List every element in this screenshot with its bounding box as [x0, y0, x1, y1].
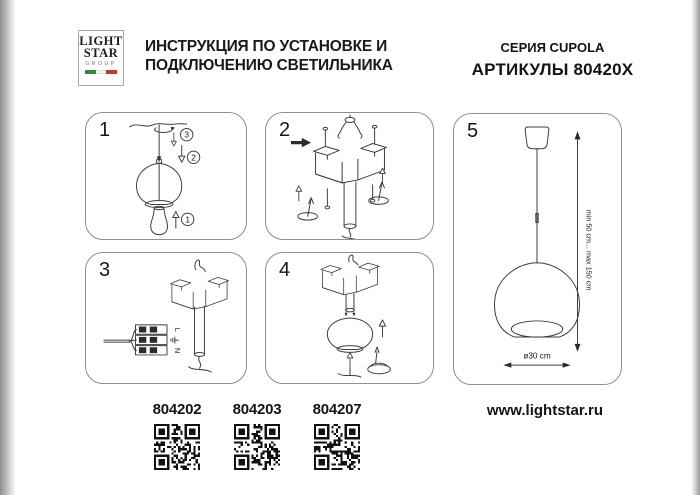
step-1-number: 1 — [99, 119, 111, 141]
website-url: www.lightstar.ru — [486, 402, 604, 419]
step-2-number: 2 — [279, 119, 291, 141]
height-dimension — [575, 131, 594, 351]
product-column — [297, 401, 377, 470]
lightstar-logo — [78, 30, 124, 86]
qr-code — [314, 424, 360, 470]
callout-1 — [181, 213, 193, 225]
product-code: 804202 — [152, 401, 202, 418]
step-3-diagram — [86, 253, 246, 383]
step-5-panel — [453, 113, 622, 385]
diameter-dimension — [503, 352, 570, 368]
product-code: 804207 — [312, 401, 362, 418]
ceiling-wire — [349, 255, 358, 265]
step-2-diagram — [266, 113, 433, 239]
earth-ground-symbol — [171, 337, 178, 343]
ceiling-bracket-drawing — [170, 277, 228, 309]
italian-flag-stripe — [85, 70, 117, 74]
step-2-panel — [265, 112, 434, 240]
canopy-cup-drawing — [368, 347, 391, 374]
wall-anchor-icon — [298, 198, 318, 220]
logo-word-group: GROUP — [85, 61, 117, 67]
wire-connector-icon — [338, 115, 362, 138]
left-edge-shade — [0, 0, 16, 495]
product-column — [137, 401, 217, 470]
arrow-up-icon — [379, 320, 385, 337]
callout-2 — [187, 151, 199, 163]
series-label: СЕРИЯ CUPOLA — [500, 40, 605, 55]
terminal-label-neutral: N — [172, 347, 182, 354]
title-line-1: ИНСТРУКЦИЯ ПО УСТАНОВКЕ И — [145, 38, 388, 55]
qr-code — [234, 424, 280, 470]
product-column — [217, 401, 297, 470]
ceiling-line — [130, 124, 187, 127]
terminal-label-live: L — [172, 327, 182, 332]
series-block — [455, 40, 650, 80]
twist-arrow-icon — [154, 127, 174, 133]
step-1-panel — [85, 112, 247, 240]
svg-text:2: 2 — [191, 152, 196, 163]
logo-word-star: STAR — [83, 45, 119, 60]
right-edge-shade — [691, 0, 700, 495]
ceiling-wire — [195, 260, 206, 272]
arrow-up-icon — [347, 352, 353, 367]
screw-icon — [372, 125, 377, 143]
svg-text:3: 3 — [184, 129, 189, 140]
step-3-panel — [85, 252, 247, 384]
step-3-number: 3 — [99, 259, 111, 281]
title-line-2: ПОДКЛЮЧЕНИЮ СВЕТИЛЬНИКА — [145, 57, 393, 74]
suspension-rod-drawing — [345, 294, 356, 317]
lamp-shade-drawing — [327, 318, 372, 352]
arrow-down-icon — [179, 145, 185, 162]
step-5-diagram — [454, 114, 621, 384]
glass-diffuser-drawing — [151, 206, 168, 234]
arrow-down-icon — [171, 133, 176, 146]
terminal-block — [135, 325, 167, 355]
product-codes-row — [137, 401, 377, 470]
ceiling-canopy-drawing — [525, 127, 549, 149]
step-4-number: 4 — [279, 259, 291, 281]
qr-code — [154, 424, 200, 470]
step-5-number: 5 — [467, 120, 479, 142]
lamp-shade-drawing — [495, 263, 580, 337]
arrow-up-icon — [173, 211, 179, 228]
logo-word-light: LIGHT — [79, 34, 123, 48]
arrow-right-icon — [291, 138, 311, 147]
diameter-label: ø30 cm — [523, 351, 551, 361]
height-range-label: min 50 cm... max 150 cm — [584, 209, 594, 291]
arrow-up-icon — [296, 186, 302, 201]
ceiling-bracket-drawing — [321, 263, 379, 295]
step-4-panel — [265, 252, 434, 384]
svg-text:1: 1 — [185, 214, 190, 225]
lamp-shade-drawing — [136, 159, 181, 207]
screw-icon — [323, 127, 328, 145]
suspension-rod-drawing — [342, 182, 358, 239]
product-code: 804203 — [232, 401, 282, 418]
wall-anchor-icon — [369, 182, 389, 204]
supply-cable-drawing — [104, 330, 137, 351]
step-1-diagram — [86, 113, 246, 239]
page-title — [145, 37, 393, 75]
step-4-diagram — [266, 253, 433, 383]
articles-label: АРТИКУЛЫ 80420X — [471, 60, 634, 79]
ceiling-bracket-drawing — [314, 144, 387, 183]
suspension-rod-drawing — [189, 306, 212, 372]
callout-3 — [180, 128, 192, 140]
